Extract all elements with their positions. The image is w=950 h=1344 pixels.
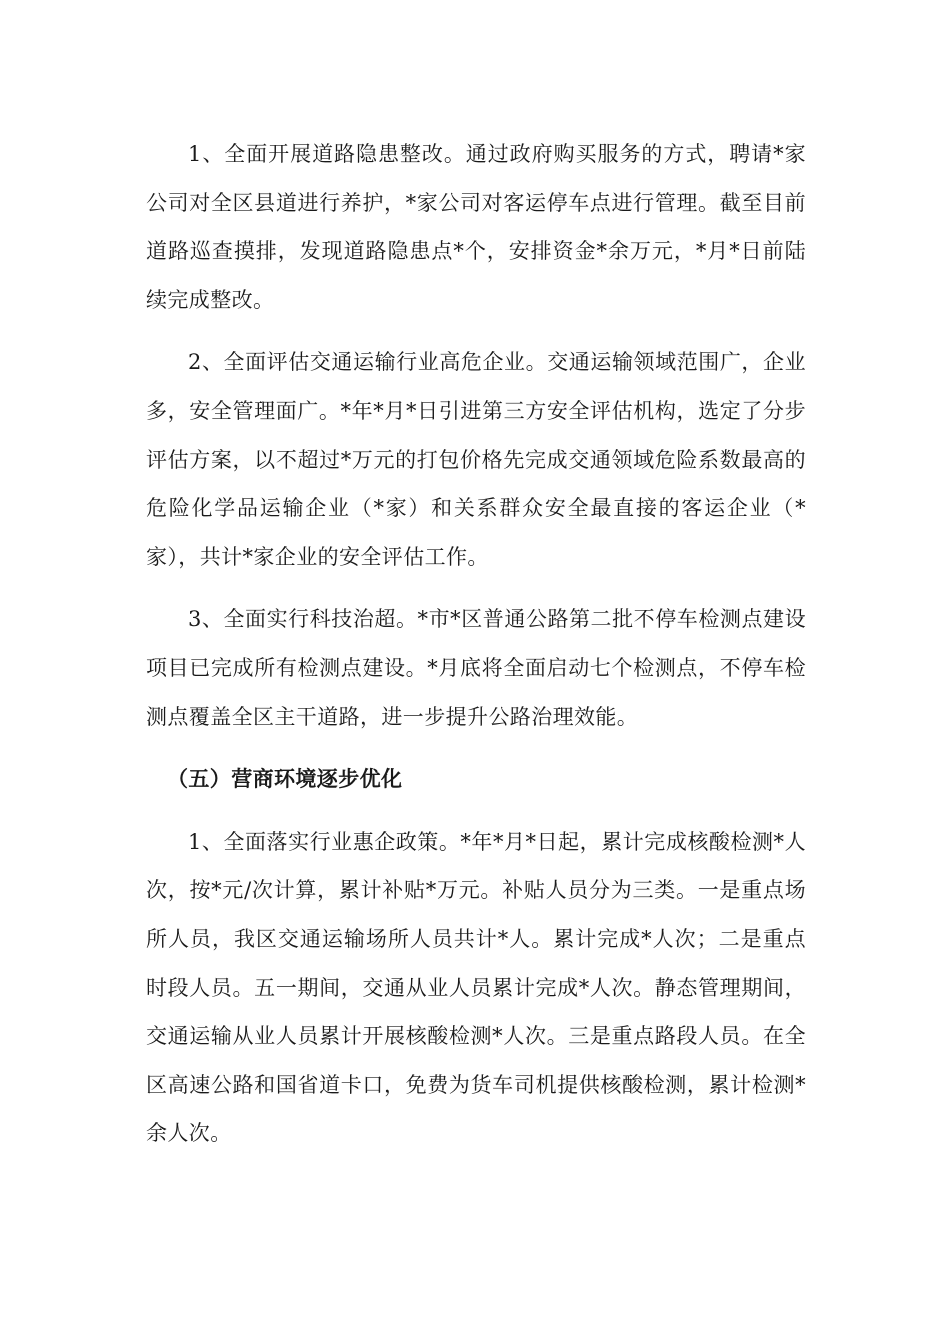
paragraph-high-risk-enterprise-assessment: 2、全面评估交通运输行业高危企业。交通运输领域范围广，企业多，安全管理面广。*年*月*日引进第三方安全评估机构，选定了分步评估方案，以不超过*万元的打包价格先完成交通领域危险系数最高的危险化学品运输企业（*家）和关系群众安全最直接的客运企业（*家），共计*家企业的安全评估工作。 [146,350,806,569]
paragraph-road-hazard-rectification: 1、全面开展道路隐患整改。通过政府购买服务的方式，聘请*家公司对全区县道进行养护，*家公司对客运停车点进行管理。截至目前道路巡查摸排，发现道路隐患点*个，安排资金*余万元，*月*日前陆续完成整改。 [146,142,806,312]
section-heading-business-environment: （五）营商环境逐步优化 [167,767,403,792]
paragraph-enterprise-benefit-policy: 1、全面落实行业惠企政策。*年*月*日起，累计完成核酸检测*人次，按*元/次计算，累计补贴*万元。补贴人员分为三类。一是重点场所人员，我区交通运输场所人员共计*人。累计完成*人次；二是重点时段人员。五一期间，交通从业人员累计完成*人次。静态管理期间，交通运输从业人员累计开展核酸检测*人次。三是重点路段人员。在全区高速公路和国省道卡口，免费为货车司机提供核酸检测，累计检测*余人次。 [146,829,806,1146]
document-body [146,130,806,1172]
paragraph-tech-overload-control: 3、全面实行科技治超。*市*区普通公路第二批不停车检测点建设项目已完成所有检测点建设。*月底将全面启动七个检测点，不停车检测点覆盖全区主干道路，进一步提升公路治理效能。 [146,607,806,729]
